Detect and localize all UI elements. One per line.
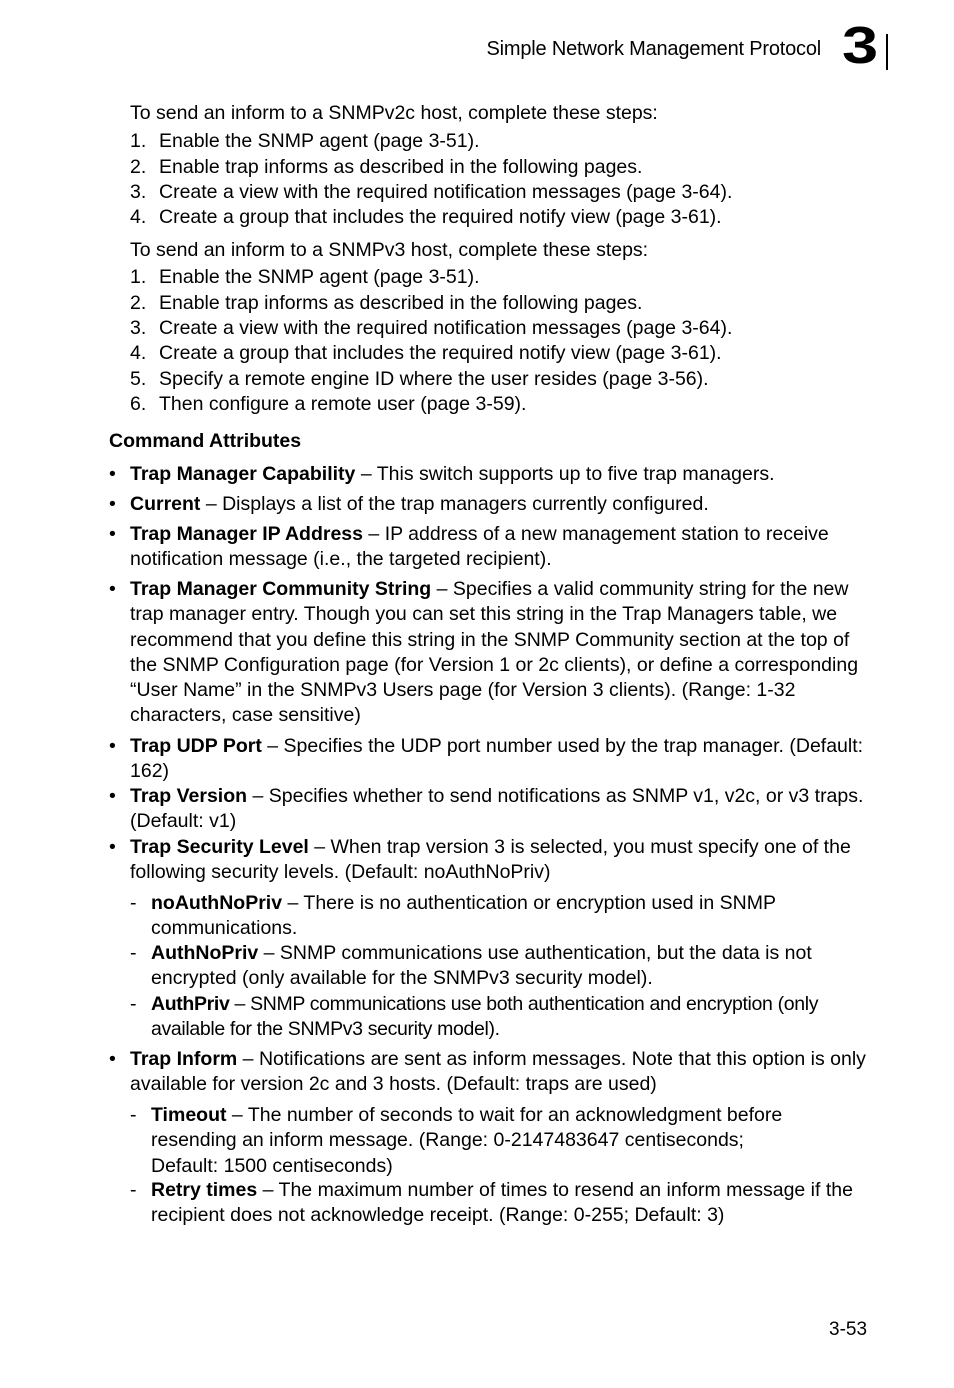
snmpv3-step: [130, 291, 642, 316]
attribute-item: [109, 577, 869, 729]
snmpv2c-intro: To send an inform to a SNMPv2c host, complete these steps:: [130, 102, 658, 124]
step-text: Then configure a remote user (page 3-59).: [159, 393, 527, 415]
step-text: Create a view with the required notification messages (page 3-64).: [159, 181, 733, 203]
attribute-item: [109, 784, 869, 835]
security-level-term: AuthPriv: [151, 993, 230, 1015]
step-number: 2.: [130, 292, 147, 314]
step-number: 3.: [130, 317, 147, 339]
dash-mark: -: [130, 892, 137, 914]
attribute-desc: – This switch supports up to five trap managers.: [355, 463, 775, 485]
inform-option-item: [130, 1178, 870, 1229]
step-text: Enable trap informs as described in the following pages.: [159, 292, 643, 314]
running-header-title: Simple Network Management Protocol: [486, 38, 821, 60]
security-level-term: noAuthNoPriv: [151, 892, 283, 914]
attribute-desc: – Specifies a valid community string for the new trap manager entry. Though you can set this string in the Trap Managers table, we recommend that you define this string in the SNMP Community section at the top of the SNMP Configuration page (for Version 1 or 2c clients), or define a corresponding “User Name” in the SNMPv3 Users page (for Version 3 clients). (Range: 1-32 characters, case sensitive): [130, 578, 859, 727]
snmpv3-intro: To send an inform to a SNMPv3 host, complete these steps:: [130, 239, 649, 261]
step-text: Create a group that includes the required notify view (page 3-61).: [159, 342, 722, 364]
step-number: 1.: [130, 130, 147, 152]
inform-option-term: Timeout: [151, 1104, 227, 1126]
attribute-item: [109, 734, 869, 785]
step-text: Specify a remote engine ID where the user resides (page 3-56).: [159, 368, 709, 390]
step-text: Enable trap informs as described in the following pages.: [159, 156, 643, 178]
attribute-desc: – Displays a list of the trap managers currently configured.: [200, 493, 709, 515]
security-level-desc: – SNMP communications use authentication, but the data is not encrypted (only available for the SNMPv3 security model).: [151, 942, 812, 990]
attribute-desc: – Specifies whether to send notifications as SNMP v1, v2c, or v3 traps. (Default: v1): [130, 785, 864, 833]
snmpv3-step: [130, 341, 722, 366]
security-level-desc: – There is no authentication or encryption used in SNMP communications.: [151, 892, 776, 940]
bullet-mark: •: [109, 463, 116, 485]
inform-option-default: Default: 1500 centiseconds): [151, 1154, 393, 1177]
snmpv2c-step: [130, 205, 722, 230]
snmpv3-step: [130, 265, 480, 290]
security-level-item: [130, 941, 870, 992]
inform-option-item: [130, 1103, 810, 1179]
attribute-term: Trap Security Level: [130, 836, 309, 858]
attribute-term: Trap Version: [130, 785, 248, 807]
attribute-item: [109, 522, 869, 573]
section-heading: Command Attributes: [109, 430, 302, 452]
security-level-term: AuthNoPriv: [151, 942, 259, 964]
bullet-mark: •: [109, 493, 116, 515]
step-text: Create a group that includes the required notify view (page 3-61).: [159, 206, 722, 228]
security-level-item: [130, 891, 870, 942]
attribute-item: [109, 1047, 869, 1098]
step-text: Create a view with the required notification messages (page 3-64).: [159, 317, 733, 339]
dash-mark: -: [130, 993, 137, 1015]
attribute-item: [109, 492, 869, 517]
page-number: 3-53: [829, 1319, 868, 1340]
attribute-desc: – IP address of a new management station to receive notification message (i.e., the targeted recipient).: [130, 523, 829, 571]
security-level-desc: – SNMP communications use both authentication and encryption (only available for the SNMPv3 security model).: [151, 993, 819, 1041]
inform-option-term: Retry times: [151, 1179, 258, 1201]
step-text: Enable the SNMP agent (page 3-51).: [159, 130, 480, 152]
attribute-desc: – When trap version 3 is selected, you must specify one of the following security levels. (Default: noAuthNoPriv): [130, 836, 851, 884]
chapter-number: 3: [842, 17, 879, 75]
dash-mark: -: [130, 942, 137, 964]
inform-option-desc: – The maximum number of times to resend an inform message if the recipient does not acknowledge receipt. (Range: 0-255; Default: 3): [151, 1179, 853, 1227]
chapter-rule: [886, 34, 888, 70]
dash-mark: -: [130, 1179, 137, 1201]
bullet-mark: •: [109, 1048, 116, 1070]
bullet-mark: •: [109, 578, 116, 600]
attribute-term: Current: [130, 493, 201, 515]
attribute-term: Trap Manager Community String: [130, 578, 432, 600]
attribute-term: Trap Manager Capability: [130, 463, 356, 485]
attribute-item: [109, 835, 869, 886]
attribute-item: [109, 462, 869, 487]
step-number: 2.: [130, 156, 147, 178]
attribute-term: Trap Manager IP Address: [130, 523, 364, 545]
step-number: 3.: [130, 181, 147, 203]
snmpv3-step: [130, 367, 709, 392]
snmpv2c-step: [130, 129, 480, 154]
security-level-item: [130, 992, 870, 1043]
step-number: 5.: [130, 368, 147, 390]
step-text: Enable the SNMP agent (page 3-51).: [159, 266, 480, 288]
snmpv3-step: [130, 316, 732, 341]
inform-option-desc: – The number of seconds to wait for an acknowledgment before resending an inform message. (Range: 0-2147483647 centiseconds;: [151, 1104, 783, 1152]
attribute-term: Trap UDP Port: [130, 735, 262, 757]
step-number: 1.: [130, 266, 147, 288]
attribute-desc: – Notifications are sent as inform messages. Note that this option is only available for version 2c and 3 hosts. (Default: traps are used): [130, 1048, 866, 1096]
attribute-desc: – Specifies the UDP port number used by the trap manager. (Default: 162): [130, 735, 864, 783]
step-number: 4.: [130, 206, 147, 228]
bullet-mark: •: [109, 785, 116, 807]
dash-mark: -: [130, 1104, 137, 1126]
step-number: 6.: [130, 393, 147, 415]
bullet-mark: •: [109, 735, 116, 757]
snmpv2c-step: [130, 180, 732, 205]
attribute-term: Trap Inform: [130, 1048, 238, 1070]
bullet-mark: •: [109, 523, 116, 545]
snmpv3-step: [130, 392, 526, 417]
snmpv2c-step: [130, 155, 642, 180]
bullet-mark: •: [109, 836, 116, 858]
step-number: 4.: [130, 342, 147, 364]
